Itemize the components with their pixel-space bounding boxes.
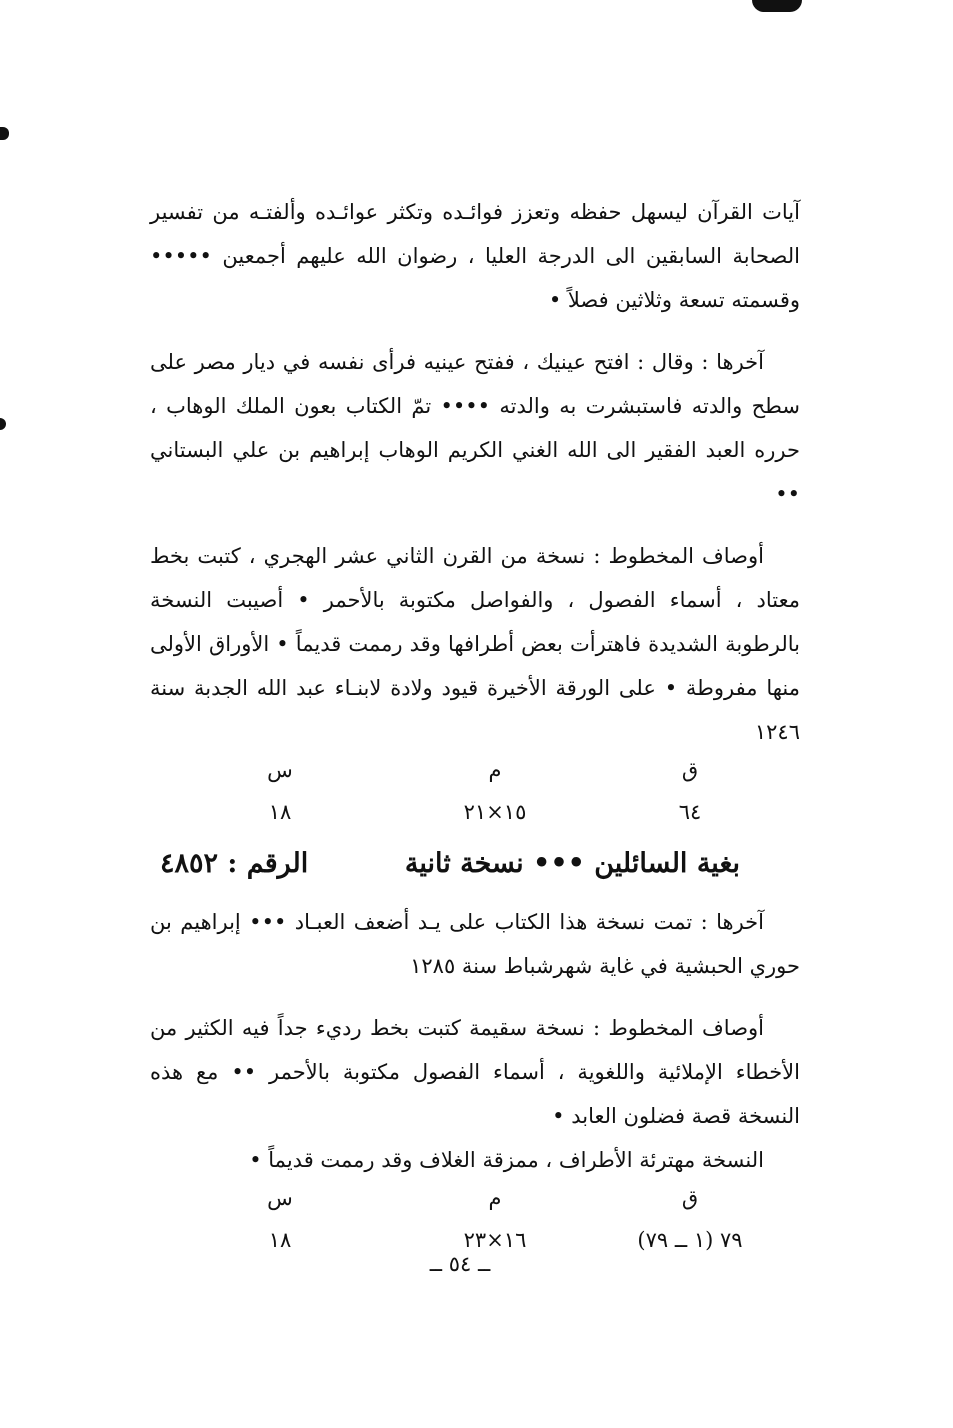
ending-paragraph-2: آخرها : تمت نسخة هذا الكتاب على يـد أضعف العبـاد ••• إبراهيم بن حوري الحبشية في غاية شهرشباط سنة ١٢٨٥ [150, 910, 800, 978]
heading-number: الرقم : ٤٨٥٢ [160, 848, 309, 879]
header-s: س [267, 1186, 293, 1210]
intro-paragraph: آيات القرآن ليسهل حفظه وتعزز فوائـده وتكثر عوائـده وألفتـه من تفسير الصحابة السابقين الى الدرجة العليا ، رضوان الله عليهم أجمعين ••••• وقسمته تسعة وثلاثين فصلاً • [150, 200, 800, 312]
header-q: ق [681, 758, 699, 782]
second-copy-heading [150, 838, 800, 900]
header-q: ق [681, 1186, 699, 1210]
value-m: ١٦×٢٣ [463, 1228, 527, 1252]
page-number: ــ ٥٤ ــ [429, 1252, 491, 1276]
scan-artifact-top [752, 0, 802, 12]
value-q: ٧٩ (١ ــ ٧٩) [637, 1228, 743, 1252]
ending-paragraph: آخرها : وقال : افتح عينيك ، ففتح عينيه فرأى نفسه في ديار مصر على سطح والدته فاستبشرت به والدته •••• تمّ الكتاب بعون الملك الوهاب ، حرره العبد الفقير الى الله الغني الكريم الوهاب إبراهيم بن علي البستاني •• [150, 350, 800, 506]
header-s: س [267, 758, 293, 782]
header-m: م [488, 758, 502, 782]
value-s: ١٨ [268, 800, 292, 824]
header-m: م [488, 1186, 502, 1210]
scan-artifact-left-mid [0, 418, 6, 430]
manuscript-description-2: أوصاف المخطوط : نسخة سقيمة كتبت بخط رديء جداً فيه الكثير من الأخطاء الإملائية واللغوية ، أسماء الفصول مكتوبة بالأحمر •• مع هذه النسخة قصة فضلون العابد • [150, 1016, 800, 1128]
manuscript-description: أوصاف المخطوط : نسخة من القرن الثاني عشر الهجري ، كتبت بخط معتاد ، أسماء الفصول ، والفواصل مكتوبة بالأحمر • أصيبت النسخة بالرطوبة الشديدة فاهترأت بعض أطرافها وقد رممت قديماً • الأوراق الأولى منها مفروطة • على الورقة الأخيرة قيود ولادة لابنـاء عبد الله الجدبة سنة ١٢٤٦ [150, 544, 800, 744]
measurements-table-1 [150, 754, 800, 838]
value-q: ٦٤ [678, 800, 702, 824]
condition-paragraph: النسخة مهترئة الأطراف ، ممزقة الغلاف وقد رممت قديماً • [249, 1148, 764, 1172]
scan-artifact-left-top [0, 127, 9, 140]
value-s: ١٨ [268, 1228, 292, 1252]
page-body [150, 190, 800, 1266]
value-m: ١٥×٢١ [463, 800, 527, 824]
heading-title: بغية السائلين ••• نسخة ثانية [404, 848, 740, 879]
